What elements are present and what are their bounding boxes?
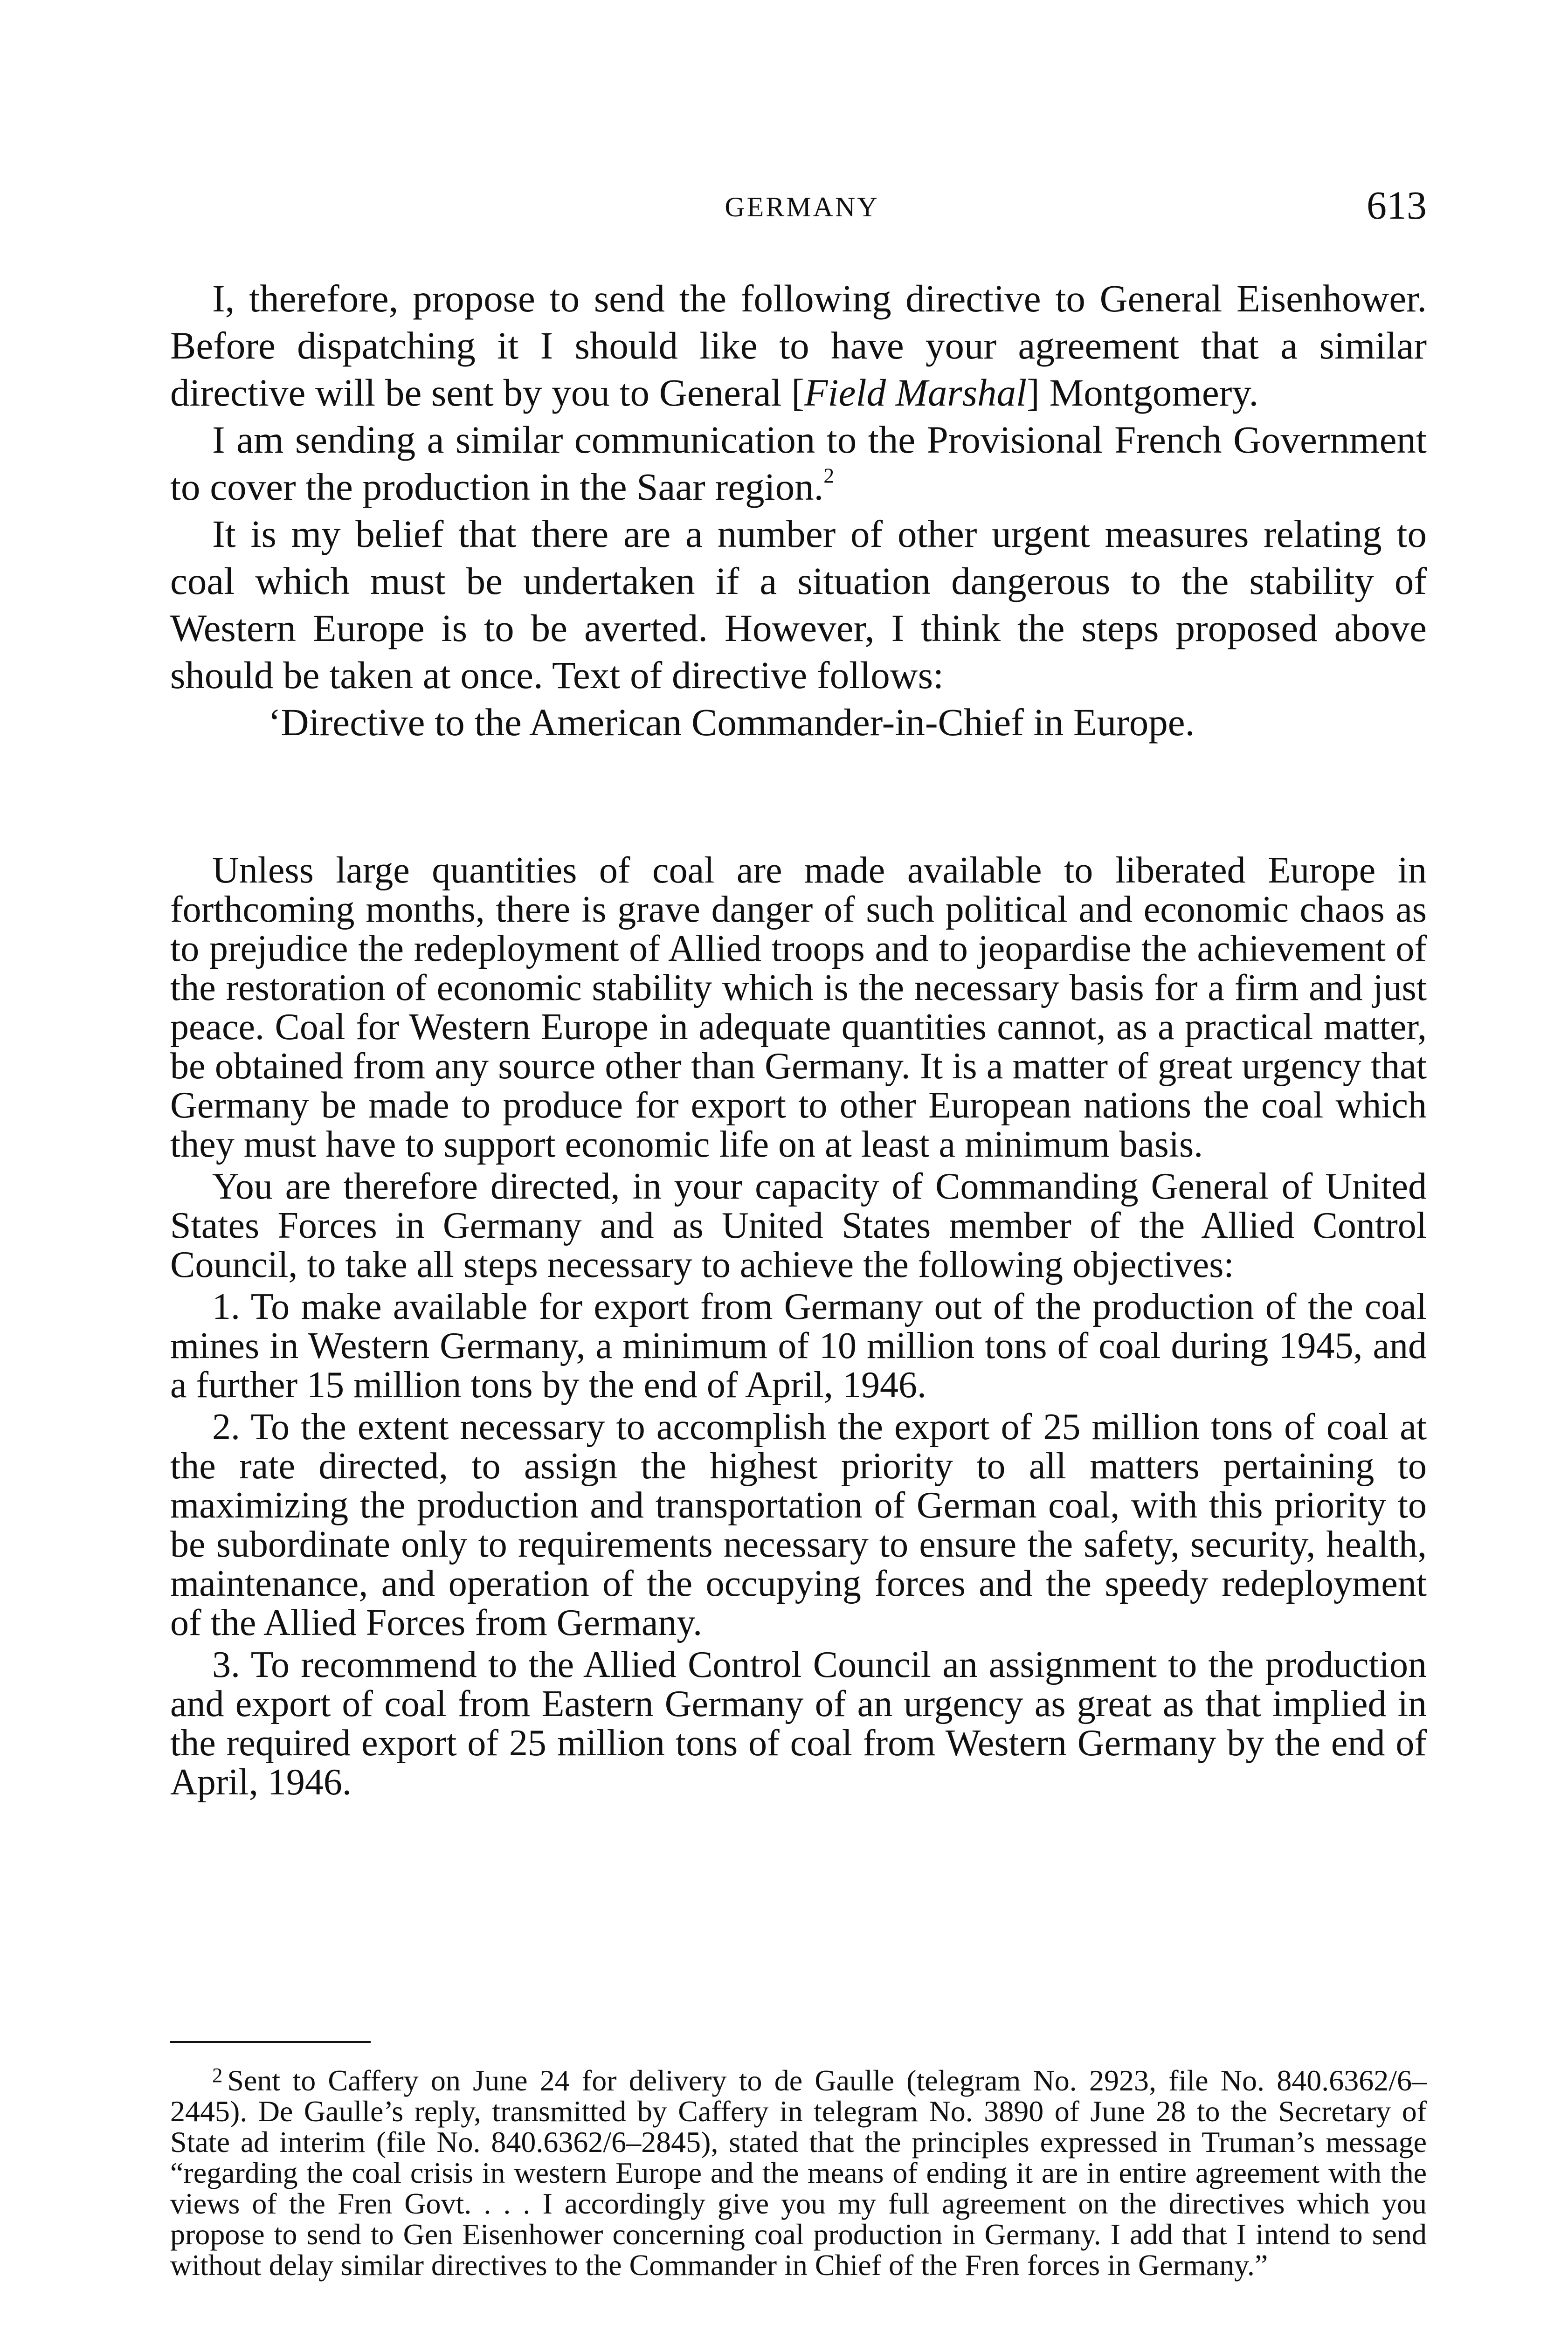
running-head: GERMANY bbox=[725, 192, 879, 222]
footnote-reference: 2 bbox=[823, 463, 835, 488]
paragraph-saar: I am sending a similar communication to the Provisional French Government to cover the production in the Saar region.$^2$ bbox=[170, 418, 1427, 508]
paragraph-propose: I, therefore, propose to send the following directive to General Eisenhower. Before dispatching it I should like to have your agreement that a similar directive will be sent by you to General [Field Marshal] Montgomery. bbox=[170, 277, 1427, 414]
page-number: 613 bbox=[1367, 183, 1427, 228]
letter-body bbox=[170, 275, 1427, 746]
directive-item-3: 3. To recommend to the Allied Control Council an assignment to the production and export of coal from Eastern Germany of an urgency as great as that implied in the required export of 25 million tons of coal from Western Germany by the end of April, 1946. bbox=[170, 1644, 1427, 1803]
italic-field-marshal: Field Marshal bbox=[804, 371, 1027, 414]
directive-item-1: 1. To make available for export from Germany out of the production of the coal mines in Western Germany, a minimum of 10 million tons of coal during 1945, and a further 15 million tons by the end of April, 1946. bbox=[170, 1286, 1427, 1406]
footnote bbox=[170, 2065, 1427, 2281]
paragraph-belief: It is my belief that there are a number of other urgent measures relating to coal which must be undertaken if a situation dangerous to the stability of Western Europe is to be averted. However, I think the steps proposed above should be taken at once. Text of directive follows: bbox=[170, 512, 1427, 697]
directive-paragraph: Unless large quantities of coal are made available to liberated Europe in forthcoming months, there is grave danger of such political and economic chaos as to prejudice the redeployment of Allied troops and to jeopardise the achievement of the restoration of economic stability which is the necessary basis for a firm and just peace. Coal for Western Europe in adequate quantities cannot, as a practical matter, be obtained from any source other than Germany. It is a matter of great urgency that Germany be made to produce for export to other European nations the coal which they must have to support economic life on at least a minimum basis. bbox=[170, 850, 1427, 1165]
directive-text bbox=[170, 851, 1427, 1805]
footnotes bbox=[170, 2065, 1427, 2281]
directive-item-2: 2. To the extent necessary to accomplish the export of 25 million tons of coal at the rate directed, to assign the highest priority to all matters pertaining to maximizing the production and transportation of German coal, with this priority to be subordinate only to requirements necessary to ensure the safety, security, health, maintenance, and operation of the occupying forces and the speedy redeployment of the Allied Forces from Germany. bbox=[170, 1407, 1427, 1643]
footnote-divider bbox=[170, 2041, 371, 2043]
page-header bbox=[177, 182, 1427, 233]
footnote-text: Sent to Caffery on June 24 for delivery to de Gaulle (telegram No. 2923, file No. 840.6362/6–2445). De Gaulle’s reply, transmitted by Caffery in telegram No. 3890 of June 28 to the Secretary of State ad interim (file No. 840.6362/6–2845), stated that the principles expressed in Truman’s message “regarding the coal crisis in western Europe and the means of ending it are in entire agreement with the views of the Fren Govt. . . . I accordingly give you my full agreement on the directives which you propose to send to Gen Eisenhower concerning coal production in Germany. I add that I intend to send without delay similar directives to the Commander in Chief of the Fren forces in Germany.” bbox=[170, 2064, 1427, 2282]
directive-title: ‘Directive to the American Commander-in-Chief in Europe. bbox=[268, 701, 1195, 744]
footnote-marker: 2 bbox=[212, 2063, 223, 2087]
directive-paragraph: You are therefore directed, in your capacity of Commanding General of United States Forces in Germany and as United States member of the Allied Control Council, to take all steps necessary to achieve the following objectives: bbox=[170, 1166, 1427, 1285]
